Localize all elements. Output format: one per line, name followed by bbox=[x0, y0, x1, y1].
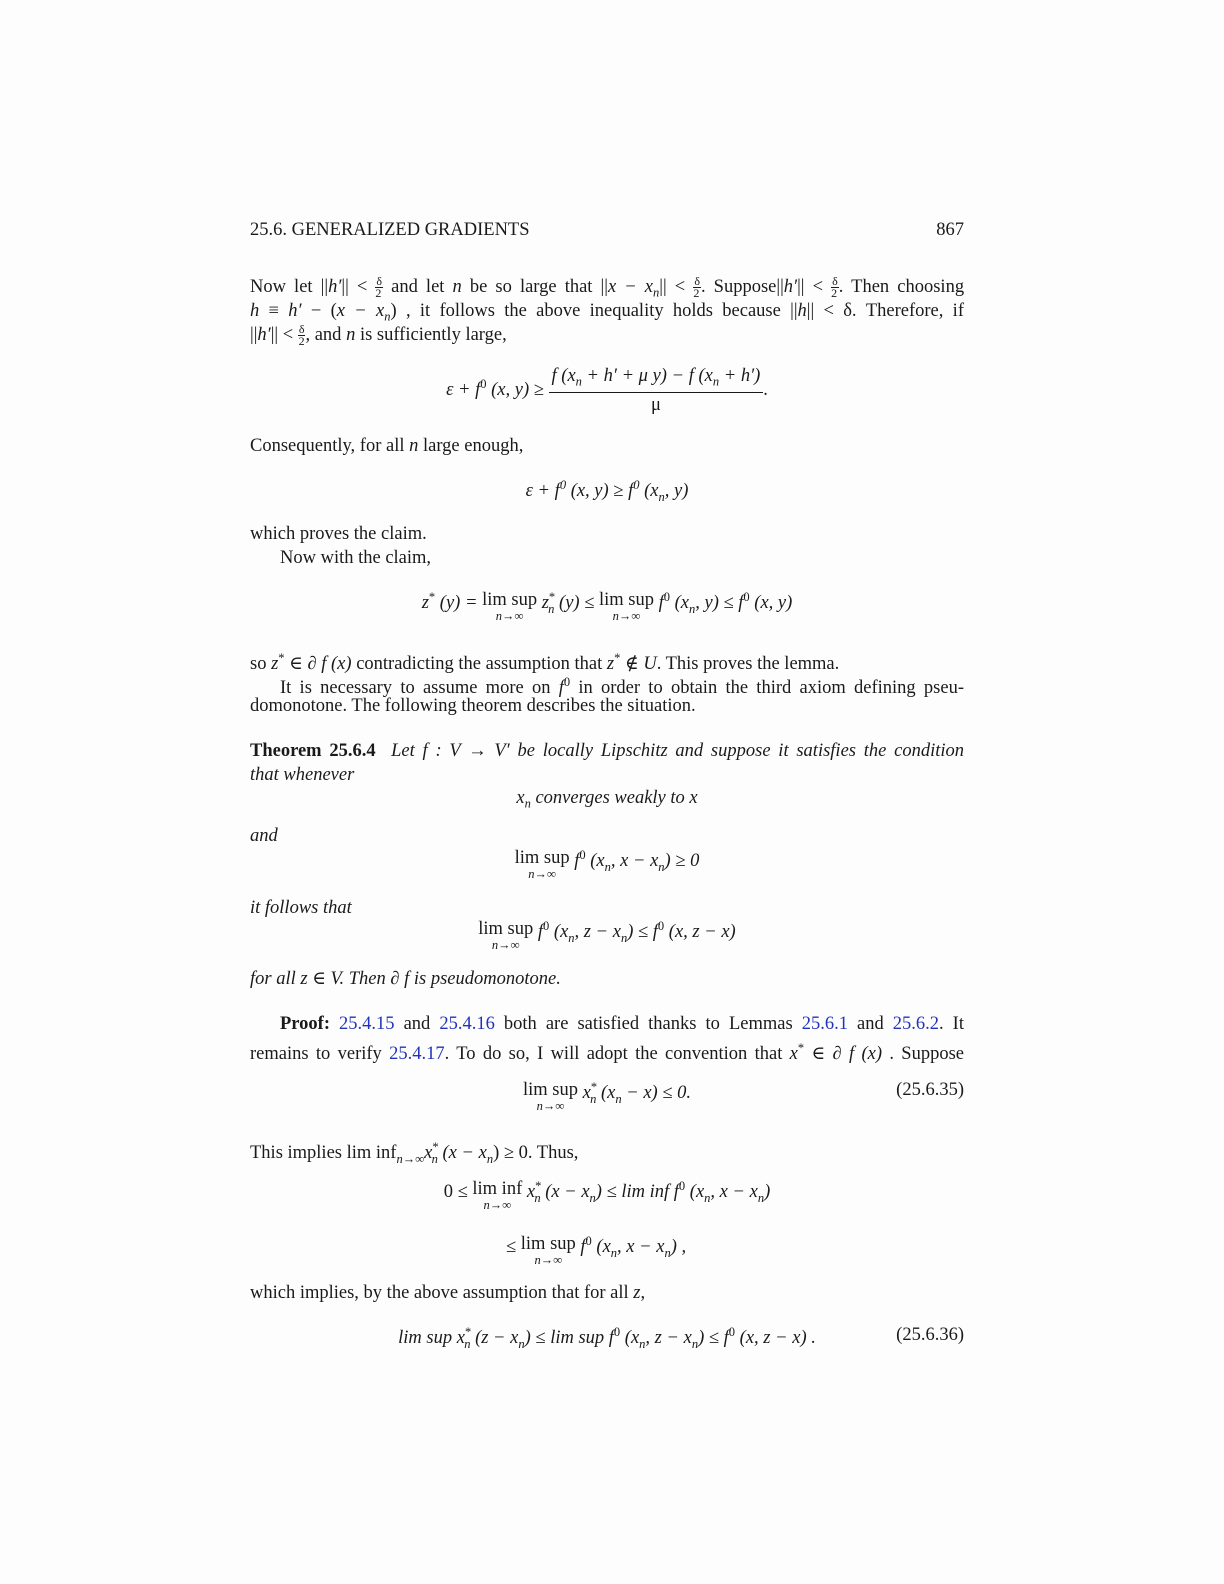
paragraph-line: which implies, by the above assumption that for all z, bbox=[250, 1283, 646, 1303]
paragraph-line: Consequently, for all n large enough, bbox=[250, 436, 524, 456]
running-header bbox=[250, 220, 964, 241]
section-title: 25.6. GENERALIZED GRADIENTS bbox=[250, 220, 530, 240]
paragraph-line: ||h′|| < $\frac{\delta}{2}$ , and n is sufficiently large, bbox=[250, 322, 507, 349]
ref-link[interactable]: 25.4.17 bbox=[389, 1044, 445, 1065]
paragraph-line: This implies $\lim inf_{n\to\infty}x^*_n$ $(x - x_n) \ge 0$. Thus, bbox=[250, 1140, 579, 1166]
equation-number: (25.6.36) bbox=[896, 1325, 964, 1345]
paragraph-line: Now let ||h′|| < $\frac{\delta}{2}$ and let n be so large that $||x - x_n||$ < $\frac{\delta}{2}$ . Suppose||h′|| < $\frac{\delta}{2}$ . Then choosing bbox=[250, 274, 965, 301]
limsup-operator: lim sup n→∞ bbox=[514, 848, 570, 881]
display-equation: lim sup $x^*_n$ $(z - x_n) \le \lim$ sup $f^0$ ($x_n$, $z - x_n) \le f^0$ (x, z − x) . bbox=[398, 1325, 816, 1351]
liminf-operator: lim inf n→∞ bbox=[472, 1179, 523, 1212]
paragraph-line: that whenever bbox=[250, 765, 355, 785]
display-equation: z* (y) = lim sup n→∞ $z^*_n$ (y) ≤ lim sup n→∞ $f^0$ ($x_n$, $y) \le f^0$ (x, y) bbox=[421, 590, 793, 623]
limsup-operator: lim sup n→∞ bbox=[520, 1234, 576, 1267]
display-equation: $\varepsilon + f^0$ (x, y) ≥ $\frac{f (x_n + h' + \mu y) - f (x_n + h')}{\mu}$ . bbox=[446, 366, 768, 415]
paragraph-line: it follows that bbox=[250, 898, 352, 918]
paragraph-line: so z* ∈ ∂ f (x) contradicting the assumption that z* ∉ U. This proves the lemma. bbox=[250, 651, 840, 675]
delta-over-two: $\frac{\delta}{2}$ bbox=[693, 274, 700, 301]
display-equation: $\varepsilon + f^0$ (x, $y) \ge f^0$ ($x_n$, y) bbox=[525, 478, 689, 504]
limsup-operator: lim sup n→∞ bbox=[598, 590, 654, 623]
ref-link[interactable]: 25.6.2 bbox=[892, 1014, 940, 1034]
ref-link[interactable]: 25.6.1 bbox=[801, 1014, 848, 1034]
paragraph-line: $h \equiv h' - (x - x_n)$ , it follows the above inequality holds because ||h|| < δ. Therefore, if bbox=[250, 301, 964, 324]
display-equation: $x_n$ converges weakly to x bbox=[516, 788, 698, 811]
page bbox=[250, 0, 964, 1584]
fraction: $\frac{f (x_n + h' + \mu y) - f (x_n + h')}{\mu}$ bbox=[549, 366, 764, 416]
limsup-operator: lim sup n→∞ bbox=[523, 1080, 578, 1113]
display-equation: lim sup n→∞ $f^0$ ($x_n$, $z - x_n) \le f^0$ (x, z − x) bbox=[478, 919, 736, 952]
paragraph-line: and bbox=[250, 826, 278, 846]
delta-over-two: $\frac{\delta}{2}$ bbox=[831, 274, 838, 301]
display-equation: lim sup n→∞ $x^*_n$ $(x_n - x) \le 0$. bbox=[523, 1080, 691, 1113]
delta-over-two: $\frac{\delta}{2}$ bbox=[375, 274, 383, 301]
proof-label: Proof: bbox=[280, 1014, 330, 1034]
page-number: 867 bbox=[936, 220, 964, 240]
display-equation: lim sup n→∞ $f^0$ ($x_n$, $x - x_n) \ge 0$ bbox=[514, 848, 700, 881]
theorem-label: Theorem 25.6.4 bbox=[250, 741, 376, 761]
paragraph-line: Now with the claim, bbox=[280, 548, 432, 568]
theorem-statement: Theorem 25.6.4 Let f : V → V′ be locally Lipschitz and suppose it satisfies the condition bbox=[250, 741, 964, 761]
paragraph-line: It is necessary to assume more on $f^0$ in order to obtain the third axiom defining pseu- bbox=[280, 675, 964, 699]
ref-link[interactable]: 25.4.15 bbox=[339, 1014, 395, 1034]
paragraph-line: which proves the claim. bbox=[250, 524, 427, 544]
proof-line: Proof: 25.4.15 and 25.4.16 both are satisfied thanks to Lemmas 25.6.1 and 25.6.2. It bbox=[280, 1014, 964, 1034]
limsup-operator: lim sup n→∞ bbox=[478, 919, 534, 952]
display-equation: ≤ lim sup n→∞ $f^0$ ($x_n$, $x - x_n$) , bbox=[506, 1234, 687, 1267]
paragraph-line: for all z ∈ V. Then ∂ f is pseudomonotone. bbox=[250, 969, 561, 989]
paragraph-line: domonotone. The following theorem describes the situation. bbox=[250, 696, 696, 716]
proof-line: remains to verify 25.4.17. To do so, I will adopt the convention that x* ∈ ∂ f (x) . Suppose bbox=[250, 1041, 964, 1065]
display-equation: 0 ≤ lim inf n→∞ $x^*_n$ $(x - x_n) \le \lim$ inf $f^0$ ($x_n$, $x - x_n$) bbox=[443, 1179, 771, 1212]
delta-over-two: $\frac{\delta}{2}$ bbox=[298, 322, 305, 349]
limsup-operator: lim sup n→∞ bbox=[482, 590, 538, 623]
equation-number: (25.6.35) bbox=[896, 1080, 964, 1100]
ref-link[interactable]: 25.4.16 bbox=[439, 1014, 495, 1034]
